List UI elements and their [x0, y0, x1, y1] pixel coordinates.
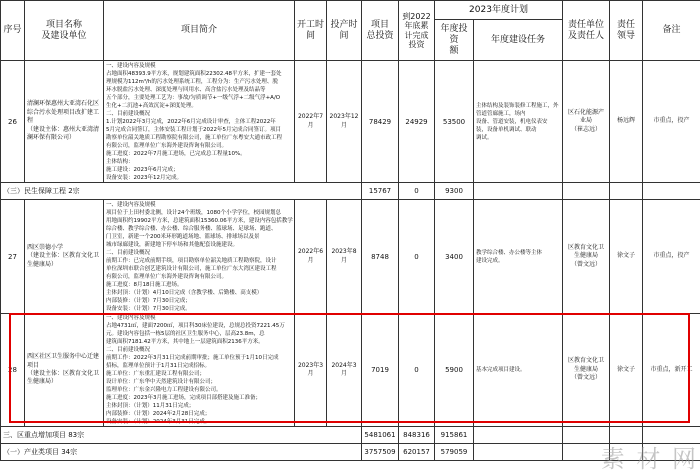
row-task: 主体结构及装饰装修工程施工，外管道管廊施工，场内 设备、管道安装，机电仪表安 装，设备单机调试、联动 调试。: [474, 61, 563, 183]
table-row-highlighted: [1, 314, 700, 427]
row-commission: 2024年3月: [327, 314, 362, 427]
header-plan-invest: 年度投资 额: [435, 20, 474, 61]
section-invest: 579059: [435, 444, 474, 461]
row-invest: 5900: [435, 314, 474, 427]
header-done: 到2022 年底累 计完成 投资: [399, 1, 435, 61]
row-unit: 区教育文化卫 生健康局 （曾文远）: [563, 200, 610, 314]
section-total: 3757509: [362, 444, 399, 461]
header-commission: 投产时 间: [327, 1, 362, 61]
row-commission: 2023年12月: [327, 61, 362, 183]
row-intro: 一、建设内容及规模 项目位于上田村委北侧，设计24个班级，1080个小学学位，校园规划总 用地面积约19902平方米，总建筑面积15360.06平方米，建设内容包括教学 综合楼、教学综合楼、办公楼、综合服务楼、篮球场、足球场、跑道、 门卫室，新建一个200米环形跑道场地、篮球场、排球场以及景 城市绿廊建设，新建地下停车场和其他配套设施建设。 二、目前建设概况 前期工作：已完成前期手续，项目勘察单位韶关地质工程勘察院，设计 单位深圳市联合创艺建筑设计有限公司，施工单位广东大湾区建设工程 有限公司，监理单位广东海外建设咨询有限公司。 施工进度：8月18日施工进场。 主体封顶：（计划）4月10日完成（含教学楼、后勤楼、高支模） 内部装修：（计划）7月30日完成； 设备安装：（计划）7月30日完成。: [104, 200, 295, 314]
section-invest: 9300: [435, 183, 474, 200]
row-unit: 区石化能源产 业局 （崔志远）: [563, 61, 610, 183]
header-seq: 序号: [1, 1, 25, 61]
header-intro: 项目简介: [104, 1, 295, 61]
row-seq: 26: [1, 61, 25, 183]
row-start: 2022年7月: [295, 61, 327, 183]
row-start: 2022年6月: [295, 200, 327, 314]
row-invest: 3400: [435, 200, 474, 314]
row-project-name: 西区社区卫生服务中心迁建项目 （建设主体：区教育文化卫生健康局）: [25, 314, 104, 427]
row-start: 2023年3月: [295, 314, 327, 427]
header-leader: 责任 领导: [610, 1, 643, 61]
row-project-name: 清澜环保惠州大亚湾石化区综合污水处理项目改扩建工程 （建设主体：惠州大亚湾清澜环保有限公司）: [25, 61, 104, 183]
header-remark: 备注: [643, 1, 700, 61]
section-total: 15767: [362, 183, 399, 200]
row-done: 0: [399, 200, 435, 314]
table-row: [1, 61, 700, 183]
section-row: [1, 444, 700, 461]
row-done: 24929: [399, 61, 435, 183]
row-seq: 27: [1, 200, 25, 314]
header-plan-task: 年度建设任务: [474, 20, 563, 61]
section-row: [1, 427, 700, 444]
section-row: [1, 183, 700, 200]
row-unit: 区教育文化卫 生健康局 （曾文远）: [563, 314, 610, 427]
section-invest: 915861: [435, 427, 474, 444]
row-done: 0: [399, 314, 435, 427]
row-intro: 一、建设内容及规模 占地面积48393.9平方米，规划建筑面积22302.48平方米，扩建一套处 理规模为112m³/h的污水处理系统工程，工程分为：生产污水处理、脱 环水脱盐污水处理、深度处理与回用水、高含盐污水处理及结晶等 五个部分，主要处理工艺为：事故/匀质调节+一级气浮+二级气浮+A/O 生化+二沉池+高效沉淀+深度处理。 二、目前建设概况 1.计划2022年3月完成，2022年6月完成设计审查，主体工程2022年 5月完成合同签订，主体安装工程计划于2022年5月完成合同签订。项目 勘察单位韶关地质工程勘察院有限公司，施工单位广东粤安大通市政工程 有限公司，监理单位广东海外建设咨询有限公司。 施工进度：2022年7月施工进场，已完成总工程量10%。 主体结构： 施工建设：2023年6月完成； 设备安装：2023年12月完成。: [104, 61, 295, 183]
header-start: 开工时 间: [295, 1, 327, 61]
section-done: 0: [399, 183, 435, 200]
section-done: 620157: [399, 444, 435, 461]
watermark: 素 材 网: [600, 445, 698, 473]
row-total: 78429: [362, 61, 399, 183]
header-resp-unit: 责任单位 及责任人: [563, 1, 610, 61]
row-seq: 28: [1, 314, 25, 427]
section-label: （三）民生保障工程 2宗: [1, 183, 362, 200]
row-total: 8748: [362, 200, 399, 314]
row-total: 7019: [362, 314, 399, 427]
row-commission: 2023年8月: [327, 200, 362, 314]
row-remark: 市重点，投产: [643, 200, 700, 314]
row-task: 基本完成项目建设。: [474, 314, 563, 427]
header-total: 项目 总投资: [362, 1, 399, 61]
section-label: 三、区重点增加项目 83宗: [1, 427, 362, 444]
table-row: [1, 200, 700, 314]
section-done: 848316: [399, 427, 435, 444]
section-total: 5481061: [362, 427, 399, 444]
row-leader: 徐文子: [610, 200, 643, 314]
row-intro: 一、建设内容及规模 占地4731㎡，建面7200㎡，项目科30床位建设，总规总投资7221.45万 元。建设内容包括一栋5层的社区卫生服务中心，层高23.8m，总 建筑面积7181.42平方米，其中地上一层建筑面积2136平方米。 二、目前建设概况 前期工作：2022年3月31日完成前期审批；施工单位预于1月10日完成 招标，监理单位预计于1月31日完成招标。 施工单位：广东重汇建设工程有限公司； 设计单位：广东华中天然建筑设计有限公司； 监理单位：广东金兴隆电力工程建设有限公司。 施工进度：2023年3月施工进场，完成项目部搭建及施工准备； 主体封顶：（计划）11月31日完成； 内部装修：（计划）2024年2月28日完成； 设备安装：（计划）2024年3月31日完成。: [104, 314, 295, 427]
header-plan2023: 2023年度计划: [435, 1, 563, 20]
row-invest: 53500: [435, 61, 474, 183]
header-row-1: [1, 1, 700, 20]
header-project: 项目名称 及建设单位: [25, 1, 104, 61]
section-label: （一）产业类项目 34宗: [1, 444, 362, 461]
row-project-name: 西区崇德小学 （建设主体：区教育文化卫生健康局）: [25, 200, 104, 314]
row-task: 教学综合楼、办公楼等主体 建设完成。: [474, 200, 563, 314]
row-remark: 市重点，投产: [643, 61, 700, 183]
row-leader: 杨远辉: [610, 61, 643, 183]
row-leader: 徐文子: [610, 314, 643, 427]
row-remark: 市重点，新开工: [643, 314, 700, 427]
